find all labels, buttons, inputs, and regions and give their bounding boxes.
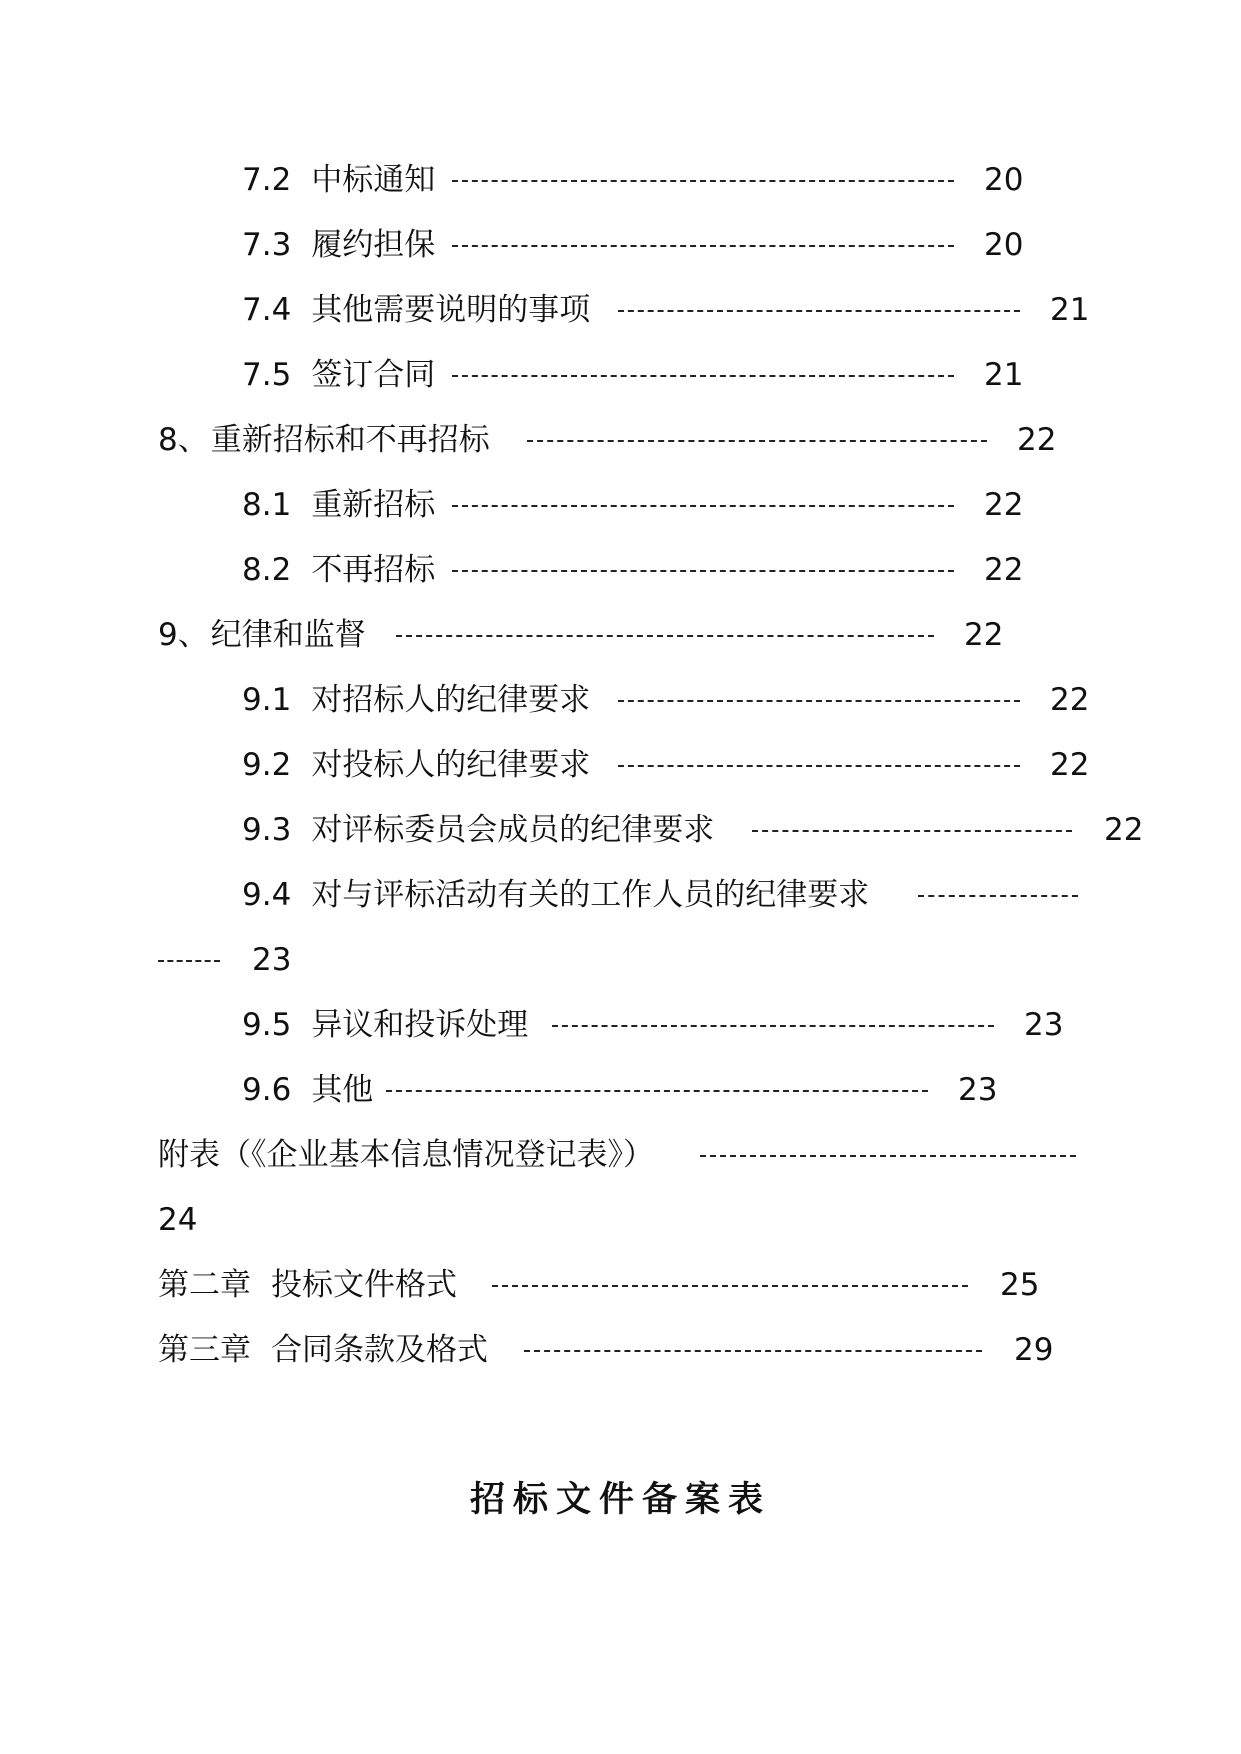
toc-entry[interactable]: 第二章 投标文件格式 — [158, 1267, 457, 1303]
toc-page-number: 22 — [1050, 747, 1090, 783]
toc-leader-dots — [452, 375, 954, 377]
toc-leader-dots — [452, 180, 954, 182]
toc-page-number: 23 — [958, 1072, 998, 1108]
toc-page-number: 25 — [1000, 1267, 1040, 1303]
toc-page-number: 22 — [984, 552, 1024, 588]
toc-page-number: 22 — [1017, 422, 1057, 458]
toc-entry[interactable]: 9.6 其他 — [242, 1072, 374, 1108]
toc-page-number: 20 — [984, 162, 1024, 198]
toc-entry[interactable]: 7.5 签订合同 — [242, 357, 436, 393]
toc-entry[interactable]: 7.2 中标通知 — [242, 162, 436, 198]
toc-page-number: 22 — [1104, 812, 1144, 848]
toc-entry[interactable]: 8、重新招标和不再招标 — [158, 422, 490, 458]
toc-leader-dots — [452, 245, 954, 247]
toc-page-number: 21 — [984, 357, 1024, 393]
toc-page-number: 22 — [964, 617, 1004, 653]
toc-leader-dots — [618, 700, 1020, 702]
toc-entry[interactable]: 9.1 对招标人的纪律要求 — [242, 682, 591, 718]
section-title: 招标文件备案表 — [469, 1480, 771, 1520]
toc-leader-dots — [752, 830, 1072, 832]
toc-entry[interactable]: 8.1 重新招标 — [242, 487, 436, 523]
toc-entry[interactable]: 附表（《企业基本信息情况登记表》） — [158, 1137, 654, 1173]
toc-leader-dots — [452, 505, 954, 507]
toc-page-number: 23 — [1024, 1007, 1064, 1043]
toc-page-number: 24 — [158, 1202, 198, 1238]
toc-page-number: 29 — [1014, 1332, 1054, 1368]
toc-leader-dots — [552, 1025, 994, 1027]
toc-leader-dots — [618, 765, 1020, 767]
toc-page-number: 20 — [984, 227, 1024, 263]
toc-page-number: 21 — [1050, 292, 1090, 328]
toc-leader-dots — [396, 635, 934, 637]
toc-page-number: 22 — [984, 487, 1024, 523]
toc-leader-dots — [452, 570, 954, 572]
toc-entry[interactable]: 9.5 异议和投诉处理 — [242, 1007, 529, 1043]
toc-entry[interactable]: 第三章 合同条款及格式 — [158, 1332, 488, 1368]
toc-entry[interactable]: 9.2 对投标人的纪律要求 — [242, 747, 591, 783]
toc-leader-dots — [527, 440, 987, 442]
toc-entry[interactable]: 7.3 履约担保 — [242, 227, 436, 263]
toc-entry[interactable]: 9、纪律和监督 — [158, 617, 366, 653]
toc-entry[interactable]: 7.4 其他需要说明的事项 — [242, 292, 591, 328]
toc-leader-dots — [492, 1285, 968, 1287]
toc-page-number: 23 — [252, 942, 292, 978]
toc-leader-dots — [524, 1350, 982, 1352]
toc-leader-dots — [618, 310, 1020, 312]
toc-page-number: 22 — [1050, 682, 1090, 718]
toc-leader-dots — [158, 960, 220, 962]
toc-entry[interactable]: 8.2 不再招标 — [242, 552, 436, 588]
toc-leader-dots — [386, 1090, 928, 1092]
toc-entry[interactable]: 9.3 对评标委员会成员的纪律要求 — [242, 812, 715, 848]
toc-leader-dots — [918, 895, 1078, 897]
toc-leader-dots — [700, 1155, 1076, 1157]
toc-entry[interactable]: 9.4 对与评标活动有关的工作人员的纪律要求 — [242, 877, 870, 913]
